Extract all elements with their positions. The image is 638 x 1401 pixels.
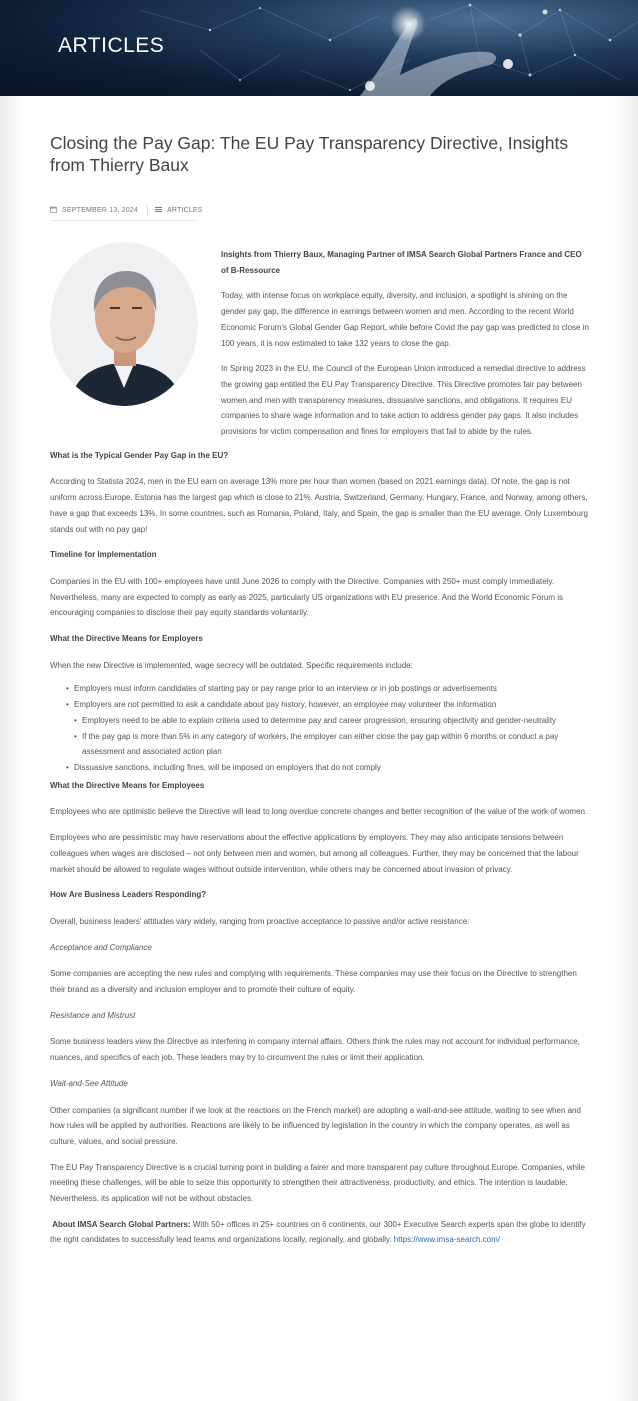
banner-title: ARTICLES [58, 34, 165, 57]
list-item: • If the pay gap is more than 5% in any category of workers, the employer can either close the pay gap within 6 months or conduct a pay assessment and associated action plan [50, 729, 590, 760]
paragraph: In Spring 2023 in the EU, the Council of the European Union introduced a remedial directive to address the growing gap entitled the EU Pay Transparency Directive. This Directive promotes fair pay between women and men with transparency measures, dissuasive sanctions, and obligations. It requires EU companies to share wage information and to take action to address gender pay gaps. It also includes provisions for victim compensation and fines for employers that fail to abide by the rules. [221, 364, 586, 437]
section-heading: What the Directive Means for Employees [50, 780, 205, 790]
subsection-heading: Wait-and-See Attitude [50, 1078, 128, 1088]
about-label: About IMSA Search Global Partners: [52, 1219, 191, 1229]
paragraph: Today, with intense focus on workplace equity, diversity, and inclusion, a spotlight is shining on the gender pay gap, the difference in earnings between women and men. According to the recent World Economic Forum's Global Gender Gap Report, while before Covid the pay gap was predicted to close in 100 years, it is now estimated to take 132 years to close the gap. [221, 291, 589, 348]
paragraph: Companies in the EU with 100+ employees have until June 2026 to comply with the Directive. Companies with 250+ must comply immediately. Nevertheless, many are expected to comply as early as 2025, particularly US organizations with EU presence. And the World Economic Forum is encouraging companies to disclose their pay equity standards voluntarily. [50, 576, 563, 618]
paragraph: When the new Directive is implemented, wage secrecy will be outdated. Specific requirements include: [50, 660, 413, 670]
paragraph: The EU Pay Transparency Directive is a crucial turning point in building a fairer and more transparent pay culture throughout Europe. Companies, while meeting these challenges, will be able to seize this opportunity to strengthen their attractiveness, productivity, and ethics. The intention is laudable. Nevertheless, its application will not be without obstacles. [50, 1162, 585, 1204]
meta-date [50, 206, 138, 215]
article-body [50, 448, 590, 1248]
intro-column [221, 247, 590, 440]
list-item: • Dissuasive sanctions, including fines, will be imposed on employers that do not comply [74, 760, 590, 776]
list-item: • Employers need to be able to explain criteria used to determine pay and career progression, ensuring objectivity and gender-neutrality [50, 713, 590, 729]
paragraph: According to Statista 2024, men in the EU earn on average 13% more per hour than women (based on 2021 earnings data). Of note, the gap is not uniform across Europe. Estonia has the largest gap which is close to 21%. Austria, Switzerland, Germany, Hungary, France, and Norway, among others, have a gap that exceeds 13%. In some countries, such as Romania, Poland, Italy, and Spain, the gap is smaller than the EU average. Only Luxembourg stands out with no pay gap! [50, 477, 588, 534]
paragraph: Some business leaders view the Directive as interfering in company internal affairs. Others think the rules may not account for individual performance, nuances, and specifics of each job. These leaders may try to circumvent the rules or limit their application. [50, 1037, 580, 1063]
article-title: Closing the Pay Gap: The EU Pay Transparency Directive, Insights from Thierry Baux [50, 133, 569, 175]
imsa-website-link[interactable]: https://www.imsa-search.com/ [393, 1235, 500, 1245]
list-item: • Employers must inform candidates of starting pay or pay range prior to an interview or in job postings or advertisements [74, 681, 590, 697]
paragraph: Some companies are accepting the new rules and complying with requirements. These companies may use their focus on the Directive to strengthen their brand as a diversity and inclusion employer and to promote their culture of equity. [50, 969, 577, 995]
list-item: • Employers are not permitted to ask a candidate about pay history, however, an employee may volunteer the information [74, 697, 590, 713]
paragraph: Employees who are optimistic believe the Directive will lead to long overdue concrete changes and better recognition of the value of the work of women. [50, 807, 588, 817]
about-paragraph [50, 1217, 590, 1248]
paragraph-intro-wrap [221, 361, 590, 440]
article [50, 96, 590, 1258]
article-lead: Insights from Thierry Baux, Managing Partner of IMSA Search Global Partners France and CEO of B-Ressource [221, 250, 582, 275]
section-heading: Timeline for Implementation [50, 550, 157, 560]
meta-date-text: SEPTEMBER 13, 2024 [62, 206, 138, 214]
subsection-heading: Resistance and Mistrust [50, 1010, 136, 1020]
paragraph: Employees who are pessimistic may have reservations about the effective applications by employers. They may also anticipate tensions between colleagues when wages are disclosed – not only between men and women, but among all colleagues. Further, they may be concerned that the labour market should be allowed to regulate wages without outside intervention, while others may be concerned about invasion of privacy. [50, 833, 579, 874]
section-heading: What the Directive Means for Employers [50, 634, 203, 644]
meta-category[interactable] [155, 206, 203, 215]
article-meta [50, 202, 590, 218]
requirements-list [50, 681, 590, 775]
paragraph: Overall, business leaders' attitudes vary widely, ranging from proactive acceptance to passive and/or active resistance: [50, 916, 470, 926]
calendar-icon [50, 206, 57, 215]
section-heading: What is the Typical Gender Pay Gap in the EU? [50, 450, 229, 460]
meta-underline [50, 220, 196, 221]
meta-category-link[interactable]: ARTICLES [166, 206, 203, 214]
header-banner [0, 0, 638, 96]
subsection-heading: Acceptance and Compliance [50, 942, 152, 952]
list-icon [155, 206, 162, 215]
about-text: With 50+ offices in 25+ countries on 6 continents, our 300+ Executive Search experts span the globe to identify the right candidates to successfully lead teams and organizations locally, regionally, and globally. [50, 1219, 586, 1245]
author-photo [50, 242, 198, 406]
paragraph: Other companies (a significant number if we look at the reactions on the French market) are adopting a wait-and-see attitude, waiting to see when and how rules will be applied by authorities. Reactions are likely to be influenced by legislation in the country in which the company operates, as well as culture, values, and social pressure. [50, 1105, 581, 1146]
meta-divider [147, 205, 148, 215]
section-heading: How Are Business Leaders Responding? [50, 890, 207, 900]
